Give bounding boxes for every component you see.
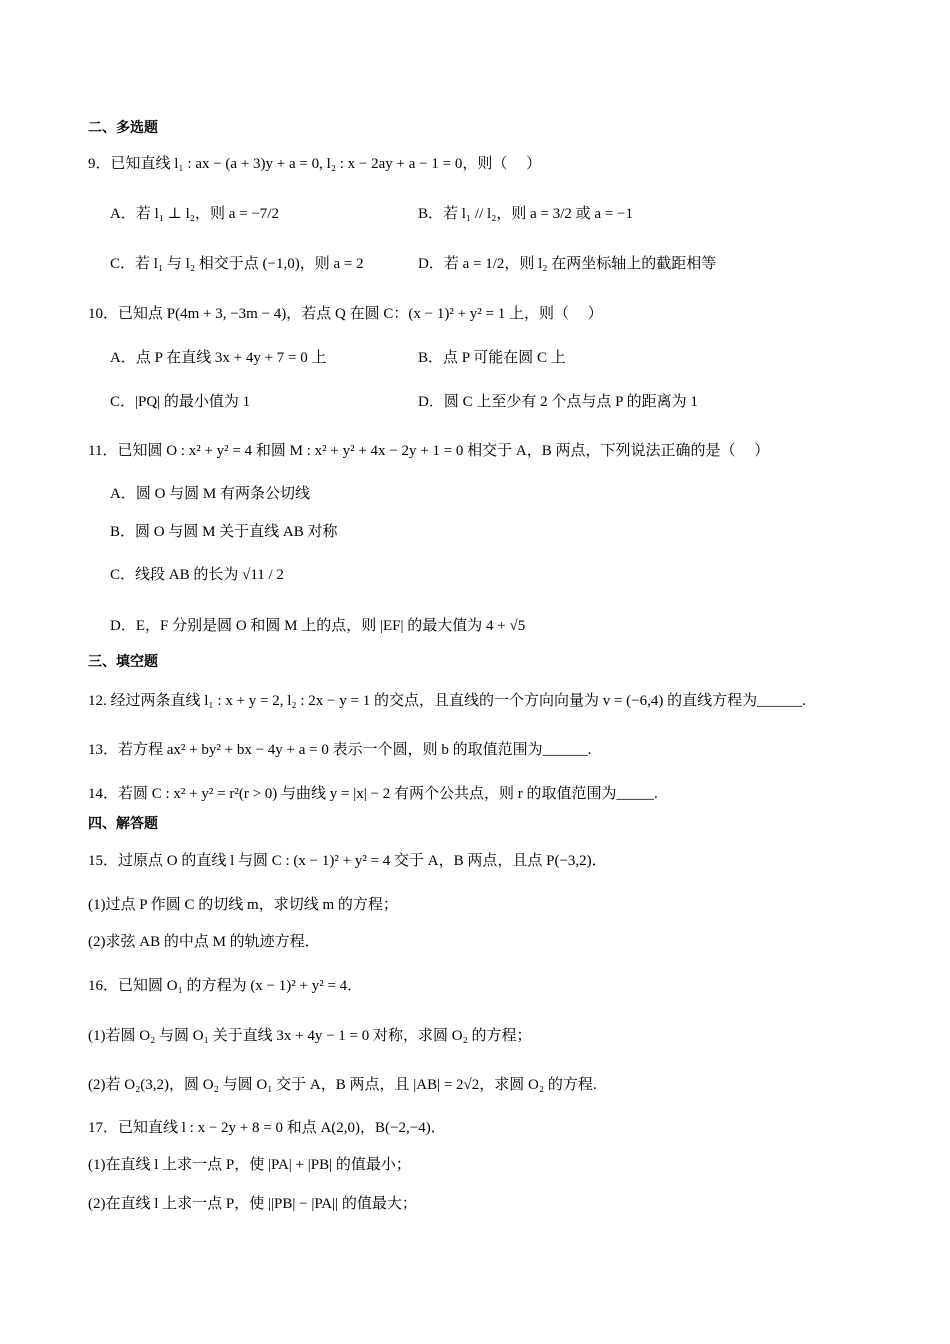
q11-option-b: B．圆 O 与圆 M 关于直线 AB 对称	[110, 524, 338, 540]
q14: 14．若圆 C : x² + y² = r²(r > 0) 与曲线 y = |x| − 2 有两个公共点，则 r 的取值范围为_____.	[88, 786, 658, 802]
q11-option-c: C．线段 AB 的长为 √11 / 2	[110, 567, 284, 583]
q12: 12. 经过两条直线 l₁ : x + y = 2, l₂ : 2x − y = 1 的交点，且直线的一个方向向量为 v = (−6,4) 的直线方程为______.	[88, 693, 806, 709]
q9-option-a: A．若 l₁ ⊥ l₂，则 a = −7/2	[110, 206, 279, 222]
section-fill-blank: 三、填空题	[88, 654, 158, 670]
q10-option-a: A．点 P 在直线 3x + 4y + 7 = 0 上	[110, 350, 327, 366]
q17-part1: (1)在直线 l 上求一点 P，使 |PA| + |PB| 的值最小；	[88, 1157, 411, 1173]
q16-part2: (2)若 O₂(3,2)，圆 O₂ 与圆 O₁ 交于 A，B 两点，且 |AB| = 2√2，求圆 O₂ 的方程.	[88, 1077, 597, 1093]
q15-stem: 15．过原点 O 的直线 l 与圆 C : (x − 1)² + y² = 4 交于 A，B 两点，且点 P(−3,2)．	[88, 853, 607, 869]
q15-part1: (1)过点 P 作圆 C 的切线 m，求切线 m 的方程；	[88, 897, 398, 913]
q11-option-a: A．圆 O 与圆 M 有两条公切线	[110, 486, 311, 502]
q10-option-b: B．点 P 可能在圆 C 上	[418, 350, 566, 366]
q9-option-d: D．若 a = 1/2，则 l₂ 在两坐标轴上的截距相等	[418, 256, 717, 272]
q16-stem: 16．已知圆 O₁ 的方程为 (x − 1)² + y² = 4．	[88, 978, 363, 994]
q11-stem: 11．已知圆 O : x² + y² = 4 和圆 M : x² + y² + 4x − 2y + 1 = 0 相交于 A，B 两点，下列说法正确的是（ ）	[88, 443, 770, 459]
q17-part2: (2)在直线 l 上求一点 P，使 ||PB| − |PA|| 的值最大；	[88, 1196, 417, 1212]
q9-option-c: C．若 l₁ 与 l₂ 相交于点 (−1,0)，则 a = 2	[110, 256, 364, 272]
q10-option-d: D．圆 C 上至少有 2 个点与点 P 的距离为 1	[418, 394, 698, 410]
q16-part1: (1)若圆 O₂ 与圆 O₁ 关于直线 3x + 4y − 1 = 0 对称，求圆 O₂ 的方程；	[88, 1028, 532, 1044]
q10-option-c: C．|PQ| 的最小值为 1	[110, 394, 251, 410]
q17-stem: 17．已知直线 l : x − 2y + 8 = 0 和点 A(2,0)，B(−2,−4)．	[88, 1120, 446, 1136]
q13: 13．若方程 ax² + by² + bx − 4y + a = 0 表示一个圆，则 b 的取值范围为______.	[88, 742, 592, 758]
section-multi-choice: 二、多选题	[88, 120, 158, 136]
q9-option-b: B．若 l₁ // l₂，则 a = 3/2 或 a = −1	[418, 206, 633, 222]
section-solve: 四、解答题	[88, 816, 158, 832]
q10-stem: 10．已知点 P(4m + 3, −3m − 4)，若点 Q 在圆 C：(x − 1)² + y² = 1 上，则（ ）	[88, 306, 603, 322]
q15-part2: (2)求弦 AB 的中点 M 的轨迹方程．	[88, 934, 320, 950]
q11-option-d: D．E，F 分别是圆 O 和圆 M 上的点，则 |EF| 的最大值为 4 + √5	[110, 618, 526, 634]
q9-stem: 9．已知直线 l₁ : ax − (a + 3)y + a = 0, l₂ : x − 2ay + a − 1 = 0，则（ ）	[88, 156, 542, 172]
